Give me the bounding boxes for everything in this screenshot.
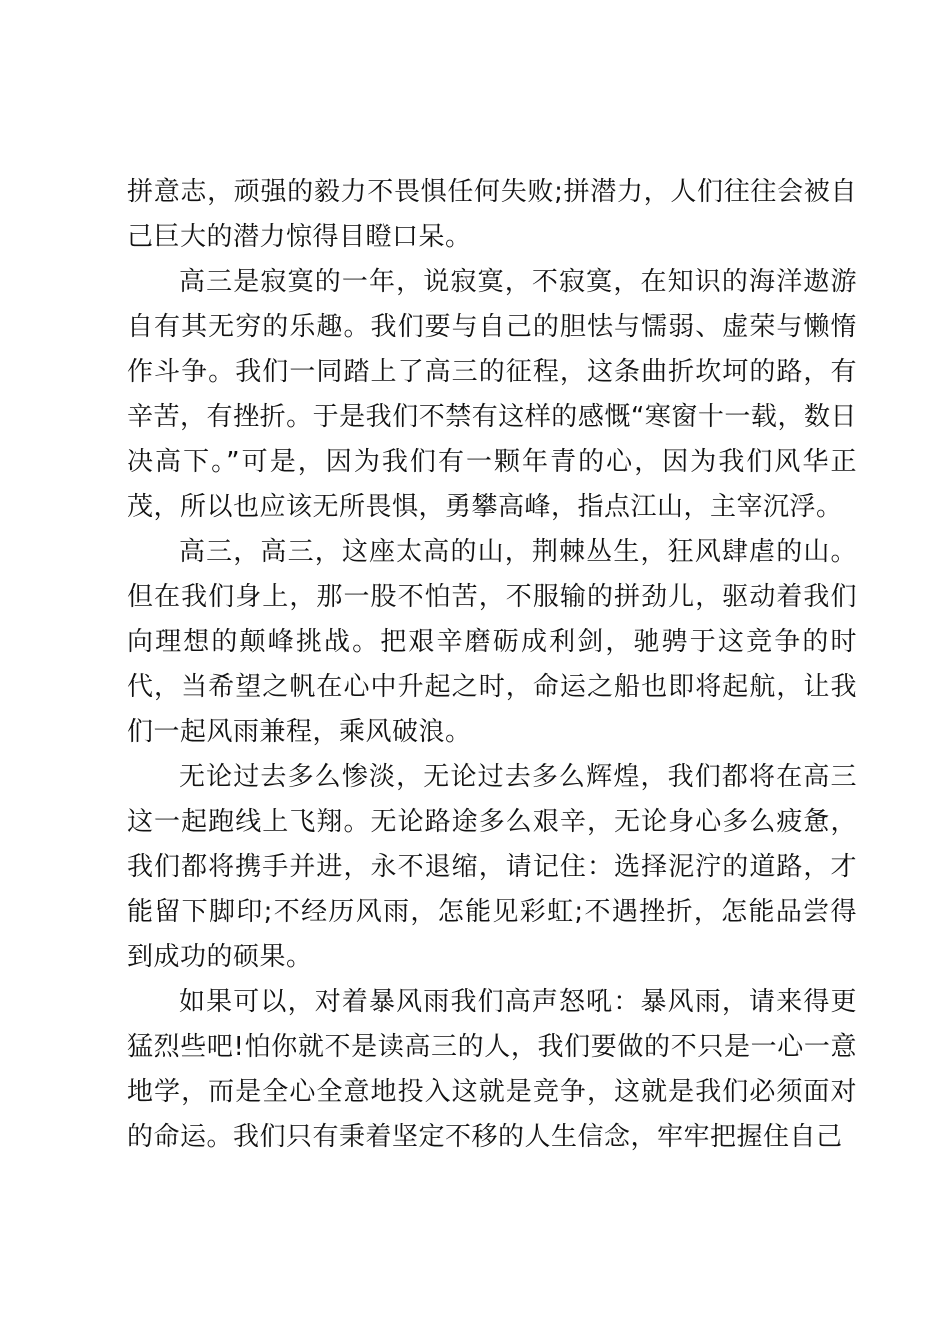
document-body	[127, 170, 857, 1160]
paragraph-1: 拼意志，顽强的毅力不畏惧任何失败;拼潜力，人们往往会被自己巨大的潜力惊得目瞪口呆。	[127, 177, 857, 252]
paragraph-4: 无论过去多么惨淡，无论过去多么辉煌，我们都将在高三这一起跑线上飞翔。无论路途多么艰辛，无论身心多么疲惫，我们都将携手并进，永不退缩，请记住：选择泥泞的道路，才能留下脚印;不经历风雨，怎能见彩虹;不遇挫折，怎能品尝得到成功的硕果。	[127, 762, 857, 972]
paragraph-3: 高三，高三，这座太高的山，荆棘丛生，狂风肆虐的山。但在我们身上，那一股不怕苦，不服输的拼劲儿，驱动着我们向理想的颠峰挑战。把艰辛磨砺成利剑，驰骋于这竞争的时代，当希望之帆在心中升起之时，命运之船也即将起航，让我们一起风雨兼程，乘风破浪。	[127, 537, 857, 747]
paragraph-5: 如果可以，对着暴风雨我们高声怒吼：暴风雨，请来得更猛烈些吧!怕你就不是读高三的人，我们要做的不只是一心一意地学，而是全心全意地投入这就是竞争，这就是我们必须面对的命运。我们只有秉着坚定不移的人生信念，牢牢把握住自己	[127, 987, 857, 1152]
paragraph-2: 高三是寂寞的一年，说寂寞，不寂寞，在知识的海洋遨游自有其无穷的乐趣。我们要与自己的胆怯与懦弱、虚荣与懒惰作斗争。我们一同踏上了高三的征程，这条曲折坎坷的路，有辛苦，有挫折。于是我们不禁有这样的感慨“寒窗十一载，数日决高下。”可是，因为我们有一颗年青的心，因为我们风华正茂，所以也应该无所畏惧，勇攀高峰，指点江山，主宰沉浮。	[127, 267, 857, 522]
